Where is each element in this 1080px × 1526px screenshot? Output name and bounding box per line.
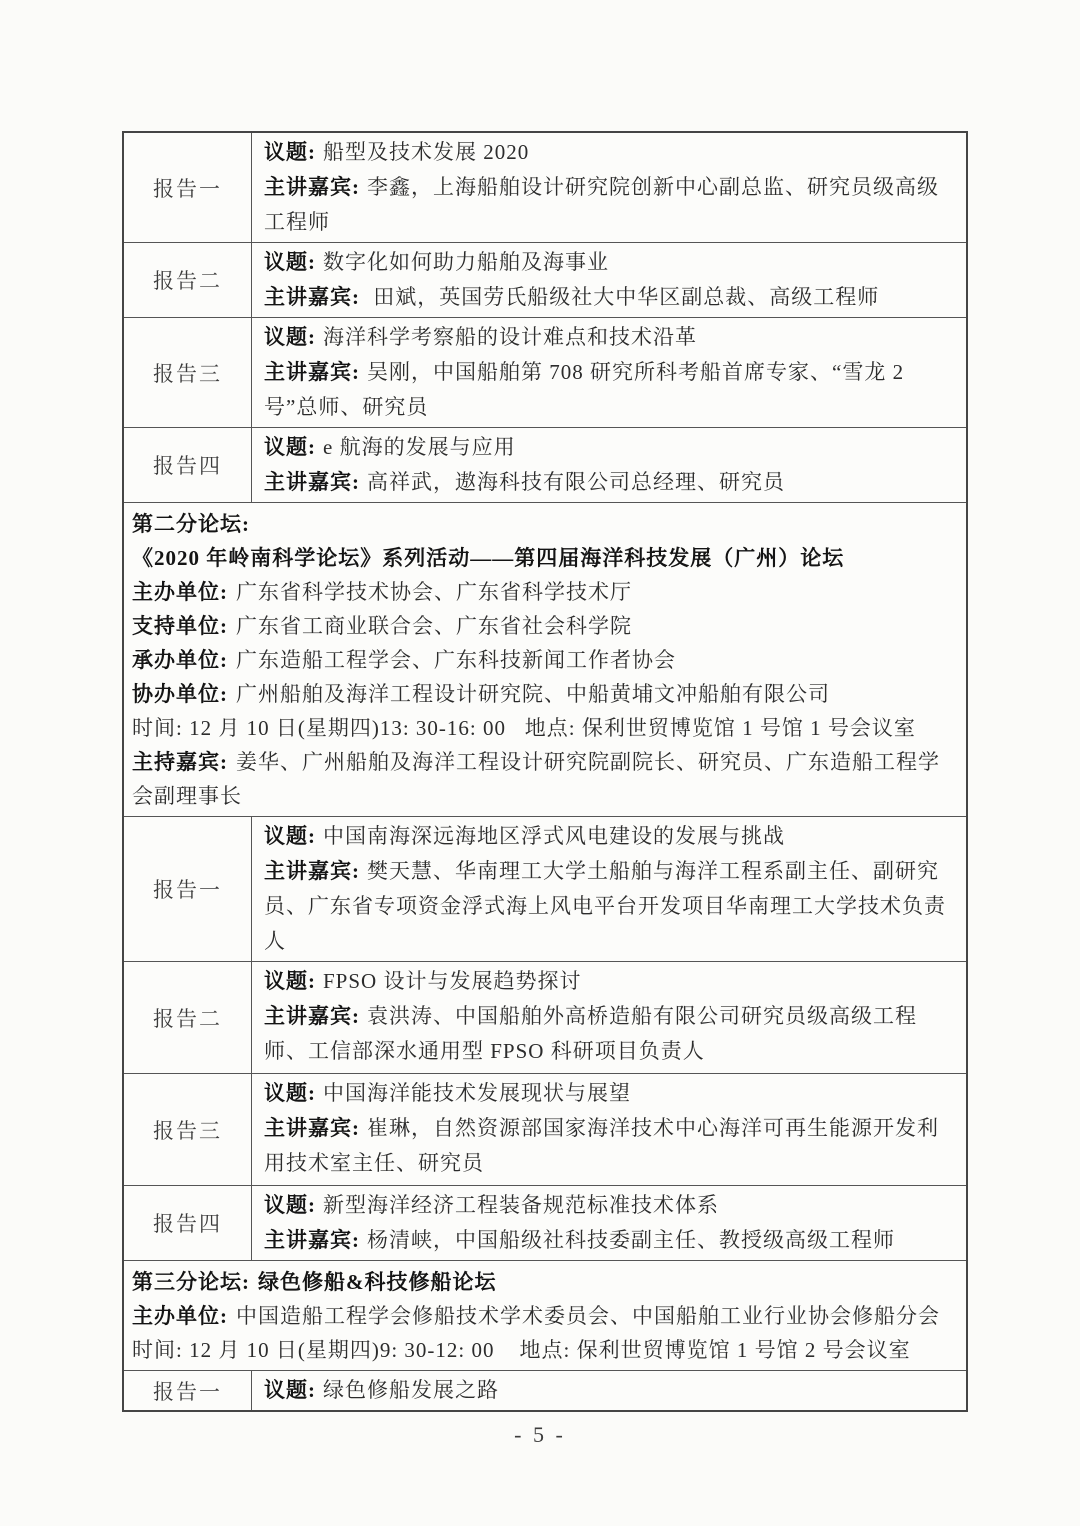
speaker-line — [264, 170, 958, 240]
section-header-block — [124, 1260, 966, 1370]
speaker-text: 樊天慧、华南理工大学土船舶与海洋工程系副主任、副研究员、广东省专项资金浮式海上风电平台开发项目华南理工大学技术负责人 — [264, 859, 946, 953]
report-content — [252, 133, 966, 242]
topic-label: 议题: — [264, 325, 316, 349]
report-content — [252, 962, 966, 1073]
report-row — [124, 1185, 966, 1260]
forum-title: 《2020 年岭南科学论坛》系列活动——第四届海洋科技发展（广州）论坛 — [132, 546, 845, 570]
topic-text: 船型及技术发展 2020 — [323, 140, 530, 164]
topic-text: 绿色修船发展之路 — [323, 1378, 499, 1402]
topic-text: FPSO 设计与发展趋势探讨 — [323, 969, 582, 993]
report-row — [124, 816, 966, 961]
forum-label: 第二分论坛: — [132, 512, 250, 536]
co-organizer-line — [132, 677, 958, 711]
host-line — [132, 745, 958, 813]
topic-label: 议题: — [264, 435, 316, 459]
report-content — [252, 817, 966, 961]
organizer-label: 主办单位: — [132, 580, 228, 604]
speaker-label: 主讲嘉宾: — [264, 1228, 360, 1252]
report-label: 报告三 — [124, 318, 252, 427]
forum-title: 绿色修船&科技修船论坛 — [258, 1270, 497, 1294]
speaker-line — [264, 465, 958, 500]
supporter-label: 支持单位: — [132, 614, 228, 638]
speaker-text: 杨清峡，中国船级社科技委副主任、教授级高级工程师 — [367, 1228, 895, 1252]
speaker-line — [264, 854, 958, 959]
report-content — [252, 1371, 966, 1410]
organizer-text: 中国造船工程学会修船技术学术委员会、中国船舶工业行业协会修船分会 — [236, 1304, 940, 1328]
report-label: 报告一 — [124, 1371, 252, 1410]
report-content — [252, 428, 966, 502]
topic-label: 议题: — [264, 1378, 316, 1402]
topic-text: 海洋科学考察船的设计难点和技术沿革 — [323, 325, 697, 349]
speaker-label: 主讲嘉宾: — [264, 360, 360, 384]
topic-label: 议题: — [264, 1081, 316, 1105]
speaker-label: 主讲嘉宾: — [264, 470, 360, 494]
topic-line — [264, 430, 958, 465]
time-location-text: 时间: 12 月 10 日(星期四)13: 30-16: 00 地点: 保利世贸博览馆 1 号馆 1 号会议室 — [132, 716, 916, 740]
topic-line — [264, 819, 958, 854]
undertaker-text: 广东造船工程学会、广东科技新闻工作者协会 — [236, 648, 676, 672]
topic-line — [264, 135, 958, 170]
organizer-line — [132, 575, 958, 609]
topic-label: 议题: — [264, 1193, 316, 1217]
co-organizer-text: 广州船舶及海洋工程设计研究院、中船黄埔文冲船舶有限公司 — [236, 682, 830, 706]
speaker-text: 李鑫，上海船舶设计研究院创新中心副总监、研究员级高级工程师 — [264, 175, 939, 234]
speaker-text: 袁洪涛、中国船舶外高桥造船有限公司研究员级高级工程师、工信部深水通用型 FPSO 科研项目负责人 — [264, 1004, 917, 1063]
speaker-line — [264, 999, 958, 1069]
speaker-text: 高祥武，遨海科技有限公司总经理、研究员 — [367, 470, 785, 494]
speaker-text: 田斌，英国劳氏船级社大中华区副总裁、高级工程师 — [367, 285, 880, 309]
supporter-text: 广东省工商业联合会、广东省社会科学院 — [236, 614, 632, 638]
time-location-line — [132, 711, 958, 745]
speaker-label: 主讲嘉宾: — [264, 175, 360, 199]
speaker-label: 主讲嘉宾: — [264, 1116, 360, 1140]
report-label: 报告一 — [124, 133, 252, 242]
topic-line — [264, 1188, 958, 1223]
topic-line — [264, 1373, 958, 1408]
report-row — [124, 242, 966, 317]
report-content — [252, 318, 966, 427]
report-label: 报告四 — [124, 428, 252, 502]
forum-label-line — [132, 507, 958, 541]
topic-line — [264, 320, 958, 355]
topic-text: 数字化如何助力船舶及海事业 — [323, 250, 609, 274]
speaker-line — [264, 1111, 958, 1181]
speaker-label: 主讲嘉宾: — [264, 285, 360, 309]
time-location-line — [132, 1333, 958, 1367]
report-label: 报告一 — [124, 817, 252, 961]
report-row — [124, 1370, 966, 1410]
report-row — [124, 961, 966, 1073]
topic-text: 中国海洋能技术发展现状与展望 — [323, 1081, 631, 1105]
speaker-text: 吴刚，中国船舶第 708 研究所科考船首席专家、“雪龙 2 号”总师、研究员 — [264, 360, 911, 419]
report-content — [252, 243, 966, 317]
report-content — [252, 1186, 966, 1260]
topic-line — [264, 245, 958, 280]
undertaker-label: 承办单位: — [132, 648, 228, 672]
topic-text: e 航海的发展与应用 — [323, 435, 516, 459]
topic-line — [264, 1076, 958, 1111]
report-row — [124, 133, 966, 242]
topic-line — [264, 964, 958, 999]
speaker-line — [264, 1223, 958, 1258]
organizer-line — [132, 1299, 958, 1333]
forum-title-line — [132, 541, 958, 575]
report-label: 报告四 — [124, 1186, 252, 1260]
page-number: - 5 - — [514, 1422, 566, 1447]
speaker-text: 崔琳，自然资源部国家海洋技术中心海洋可再生能源开发利用技术室主任、研究员 — [264, 1116, 939, 1175]
speaker-label: 主讲嘉宾: — [264, 859, 360, 883]
time-location-text: 时间: 12 月 10 日(星期四)9: 30-12: 00 地点: 保利世贸博览馆 1 号馆 2 号会议室 — [132, 1338, 911, 1362]
agenda-table — [122, 131, 968, 1412]
report-row — [124, 1073, 966, 1185]
host-text: 姜华、广州船舶及海洋工程设计研究院副院长、研究员、广东造船工程学会副理事长 — [132, 750, 940, 808]
topic-label: 议题: — [264, 140, 316, 164]
co-organizer-label: 协办单位: — [132, 682, 228, 706]
section-header-block — [124, 502, 966, 816]
forum-label: 第三分论坛: — [132, 1270, 250, 1294]
speaker-label: 主讲嘉宾: — [264, 1004, 360, 1028]
topic-label: 议题: — [264, 969, 316, 993]
topic-text: 新型海洋经济工程装备规范标准技术体系 — [323, 1193, 719, 1217]
host-label: 主持嘉宾: — [132, 750, 228, 774]
supporter-line — [132, 609, 958, 643]
speaker-line — [264, 355, 958, 425]
report-row — [124, 427, 966, 502]
topic-text: 中国南海深远海地区浮式风电建设的发展与挑战 — [323, 824, 785, 848]
report-label: 报告二 — [124, 243, 252, 317]
organizer-label: 主办单位: — [132, 1304, 228, 1328]
topic-label: 议题: — [264, 250, 316, 274]
report-content — [252, 1074, 966, 1185]
speaker-line — [264, 280, 958, 315]
topic-label: 议题: — [264, 824, 316, 848]
report-row — [124, 317, 966, 427]
forum-title-line — [132, 1265, 958, 1299]
report-label: 报告二 — [124, 962, 252, 1073]
undertaker-line — [132, 643, 958, 677]
report-label: 报告三 — [124, 1074, 252, 1185]
organizer-text: 广东省科学技术协会、广东省科学技术厅 — [236, 580, 632, 604]
